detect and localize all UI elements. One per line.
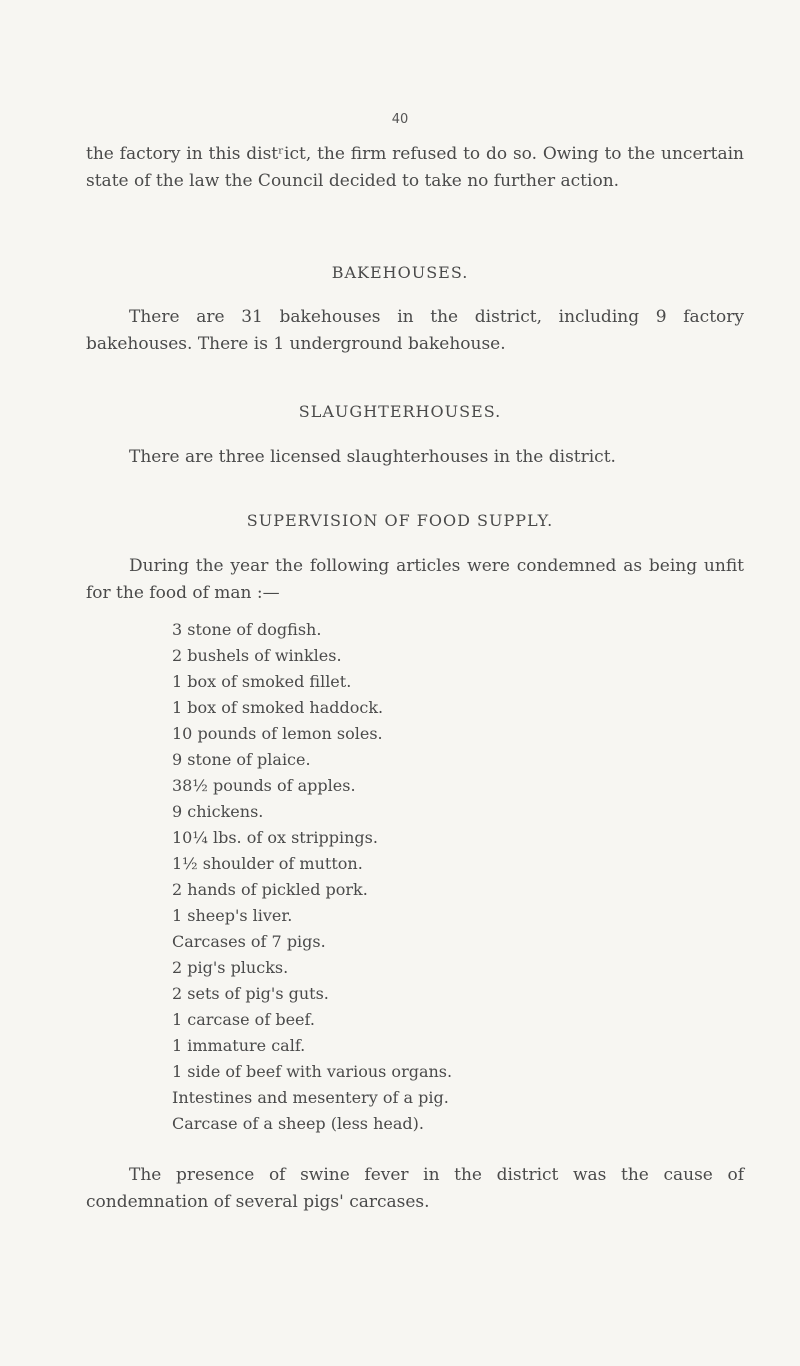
list-item: 1 immature calf. (172, 1036, 306, 1055)
list-item: 2 hands of pickled pork. (172, 880, 368, 899)
bakehouses-heading: BAKEHOUSES. (331, 263, 469, 282)
list-item: 1 box of smoked haddock. (172, 698, 384, 717)
list-item: Intestines and mesentery of a pig. (172, 1088, 449, 1107)
slaughterhouses-heading: SLAUGHTERHOUSES. (298, 402, 502, 421)
bakehouses-paragraph: There are 31 bakehouses in the district, including 9 factory bakehouses. There is 1 underground bakehouse. (86, 307, 744, 354)
list-item: 9 chickens. (172, 802, 264, 821)
list-item: 1½ shoulder of mutton. (172, 854, 363, 873)
list-item: 1 carcase of beef. (172, 1010, 315, 1029)
supervision-paragraph: During the year the following articles were condemned as being unfit for the food of man :— (86, 556, 744, 603)
list-item: 1 sheep's liver. (172, 906, 293, 925)
list-item: 2 sets of pig's guts. (172, 984, 329, 1003)
list-item: 10 pounds of lemon soles. (172, 724, 383, 743)
list-item: Carcase of a sheep (less head). (172, 1114, 424, 1133)
list-item: Carcases of 7 pigs. (172, 932, 326, 951)
closing-paragraph: The presence of swine fever in the district was the cause of condemnation of several pigs' carcases. (86, 1165, 744, 1212)
list-item: 9 stone of plaice. (172, 750, 311, 769)
list-item: 1 side of beef with various organs. (172, 1062, 453, 1081)
condemned-items-list (172, 617, 452, 1137)
slaughterhouses-paragraph: There are three licensed slaughterhouses in the district. (129, 447, 616, 467)
page-number: 40 (391, 112, 409, 127)
supervision-heading: SUPERVISION OF FOOD SUPPLY. (246, 511, 554, 530)
list-item: 10¼ lbs. of ox strippings. (172, 828, 378, 847)
list-item: 2 bushels of winkles. (172, 646, 342, 665)
list-item: 2 pig's plucks. (172, 958, 289, 977)
list-item: 1 box of smoked fillet. (172, 672, 352, 691)
list-item: 3 stone of dogfish. (172, 620, 322, 639)
intro-paragraph: the factory in this distʳict, the firm refused to do so. Owing to the uncertain state of the law the Council decided to take no further action. (86, 144, 744, 191)
list-item: 38½ pounds of apples. (172, 776, 356, 795)
